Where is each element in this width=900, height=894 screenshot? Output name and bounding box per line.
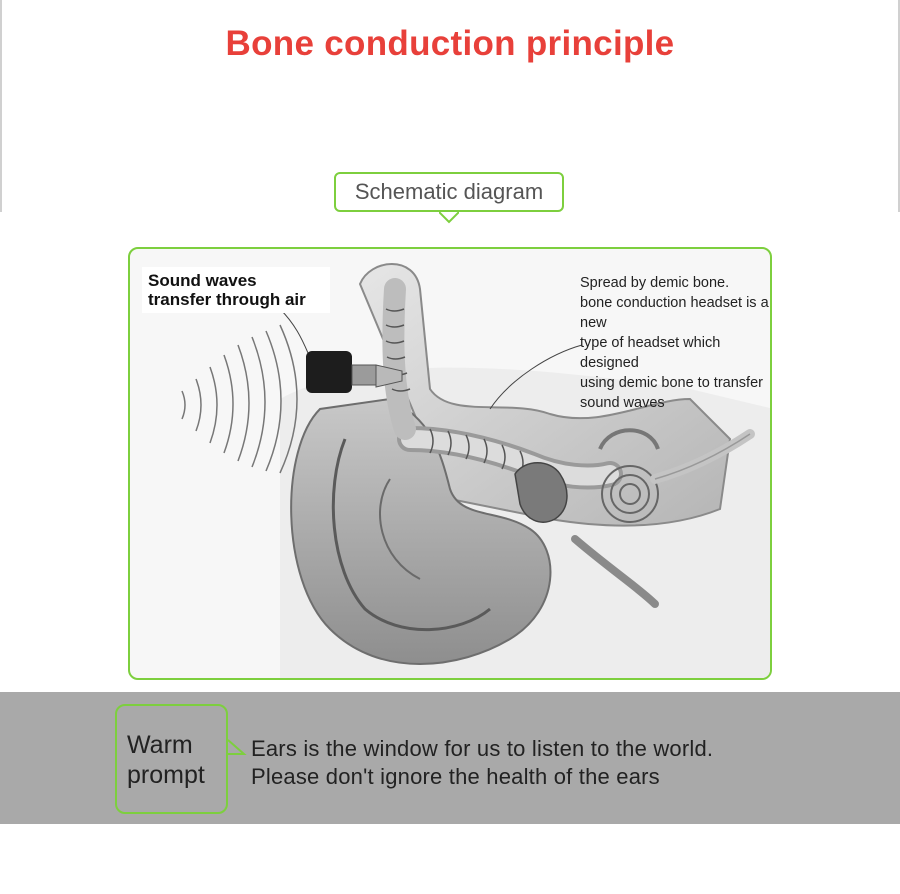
diagram-frame [128, 247, 772, 680]
air-transfer-label: Sound waves transfer through air [142, 267, 330, 313]
sound-waves [182, 325, 297, 473]
warm-prompt-label: Warm prompt [127, 731, 205, 789]
prompt-pointer-icon [226, 738, 248, 760]
warm-prompt-box [115, 704, 228, 814]
page-title: Bone conduction principle [225, 24, 675, 63]
schematic-tag [334, 172, 564, 212]
schematic-tag-label: Schematic diagram [354, 179, 544, 204]
air-label-leader [280, 309, 308, 353]
tag-pointer-icon [439, 210, 459, 224]
prompt-message: Ears is the window for us to listen to the world. Please don't ignore the health of the ears [251, 736, 714, 789]
bone-transfer-label: Spread by demic bone. bone conduction headset is a new type of headset which designed using demic bone to transfer sound waves [580, 275, 769, 411]
